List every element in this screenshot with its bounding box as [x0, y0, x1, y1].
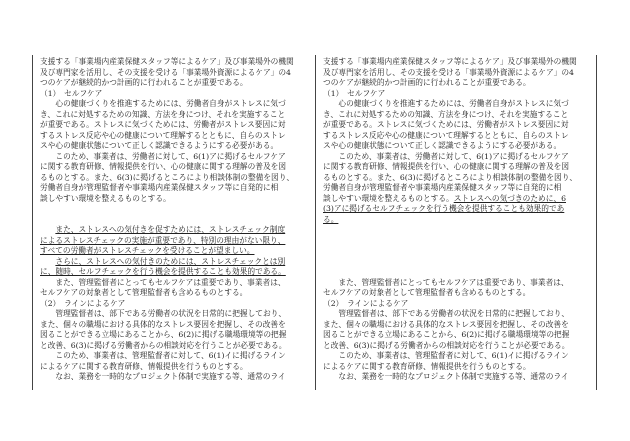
text-line	[40, 246, 312, 257]
text-line	[40, 131, 312, 142]
text-line	[40, 57, 312, 68]
line-text: 図ることができる立場にあることから、6(2)に掲げる職場環境等の把握	[323, 330, 570, 339]
line-text: 支援する「事業場内産業保健スタッフ等によるケア」及び事業場外の機関	[323, 57, 577, 66]
text-line	[40, 351, 312, 362]
line-text: 管理監督者は、部下である労働者の状況を日常的に把握しており、	[40, 309, 287, 318]
revised-text-column	[40, 57, 312, 383]
text-line	[40, 320, 312, 331]
text-line	[40, 215, 312, 226]
line-text: するストレス反応や心の健康について理解するとともに、自らのストレ	[323, 130, 569, 140]
text-line	[40, 278, 312, 289]
line-text: つのケアが継続的かつ計画的に行われることが重要である。	[323, 78, 531, 87]
text-line	[40, 236, 312, 247]
text-line	[40, 257, 312, 268]
text-line	[323, 204, 595, 215]
text-line	[40, 68, 312, 79]
line-text: また、個々の職場における具体的なストレス要因を把握し、その改善を	[40, 319, 286, 329]
line-text: なお、業務を一時的なプロジェクト体制で実施する等、通常のライ	[40, 372, 286, 381]
line-text	[40, 257, 55, 266]
line-text: つのケアが継続的かつ計画的に行われることが重要である。	[40, 78, 248, 87]
text-line	[323, 278, 595, 289]
underlined-amendment-text: さらに、ストレスへの気付きのためには、ストレスチェックとは別	[55, 256, 286, 266]
line-text: が重要である。ストレスに気づくためには、労働者がストレス要因に対	[40, 120, 286, 129]
text-line	[323, 372, 595, 383]
text-line	[40, 162, 312, 173]
text-line	[40, 183, 312, 194]
text-line	[323, 236, 595, 247]
line-text: （1） セルフケア	[323, 88, 386, 98]
text-line	[323, 183, 595, 194]
text-line	[40, 99, 312, 110]
line-text: （1） セルフケア	[40, 88, 103, 98]
text-line	[40, 341, 312, 352]
underlined-amendment-text: ストレスへの気づきのために、6	[453, 193, 566, 203]
line-text: （2） ラインによるケア	[40, 298, 126, 308]
text-line	[40, 267, 312, 278]
line-text: （2） ラインによるケア	[323, 298, 409, 308]
text-line	[40, 194, 312, 205]
line-text: このため、事業者は、労働者に対して、6(1)アに掲げるセルフケア	[40, 151, 286, 161]
text-line	[40, 89, 312, 100]
line-text: このため、事業者は、管理監督者に対して、6(1)イに掲げるライン	[323, 351, 569, 360]
line-text: 及び専門家を活用し、その支援を受ける「事業場外資源によるケア」の4	[323, 67, 574, 77]
underlined-amendment-text: によるストレスチェックの実施が重要であり、特別の理由がない限り、	[40, 235, 286, 245]
line-text: するストレス反応や心の健康について理解するとともに、自らのストレ	[40, 130, 286, 140]
text-line	[323, 309, 595, 320]
text-line	[40, 141, 312, 152]
line-text: なお、業務を一時的なプロジェクト体制で実施する等、通常のライ	[323, 372, 569, 381]
text-line	[40, 288, 312, 299]
line-text: セルフケアの対象者として管理監督者も含めるものとする。	[40, 288, 248, 297]
line-text: 支援する「事業場内産業保健スタッフ等によるケア」及び事業場外の機関	[40, 57, 294, 66]
text-line	[323, 57, 595, 68]
line-text: 労働者自身が管理監督者や事業場内産業保健スタッフ等に自発的に相	[323, 183, 562, 192]
text-line	[40, 330, 312, 341]
line-text: き、これに対処するための知識、方法を身につけ、それを実施すること	[323, 109, 569, 119]
line-text: 心の健康づくりを推進するためには、労働者自身がストレスに気づ	[323, 99, 569, 108]
line-text: るものとする。また、6(3)に掲げるところにより相談体制の整備を図り、	[323, 172, 578, 182]
text-line	[323, 141, 595, 152]
text-line	[323, 225, 595, 236]
text-line	[323, 320, 595, 331]
line-text: 談しやすい環境を整えるものとする。	[323, 193, 454, 203]
text-line	[323, 173, 595, 184]
underlined-amendment-text: すべての労働者がストレスチェックを受けることが望ましい。	[40, 246, 255, 255]
table-border-left	[32, 55, 33, 390]
line-text: 労働者自身が管理監督者や事業場内産業保健スタッフ等に自発的に相	[40, 183, 279, 192]
text-line	[40, 309, 312, 320]
text-line	[323, 288, 595, 299]
table-border-middle	[315, 55, 316, 390]
line-text: と改善、6(3)に掲げる労働者からの相談対応を行うことが必要である。	[40, 340, 287, 350]
underlined-amendment-text: る。	[323, 214, 339, 224]
line-text: スや心の健康状態について正しく認識できるようにする必要がある。	[40, 141, 279, 150]
text-line	[40, 110, 312, 121]
text-line	[323, 110, 595, 121]
line-text: 及び専門家を活用し、その支援を受ける「事業場外資源によるケア」の4	[40, 67, 291, 77]
line-text: 談しやすい環境を整えるものとする。	[40, 193, 171, 203]
text-line	[323, 194, 595, 205]
line-text: 管理監督者は、部下である労働者の状況を日常的に把握しており、	[323, 309, 570, 318]
text-line	[323, 131, 595, 142]
line-text: によるケアに関する教育研修、情報提供を行うものとする。	[323, 361, 531, 371]
table-border-right	[596, 55, 597, 390]
text-line	[323, 89, 595, 100]
line-text: このため、事業者は、管理監督者に対して、6(1)イに掲げるライン	[40, 351, 286, 360]
line-text: に関する教育研修、情報提供を行い、心の健康に関する理解の普及を図	[323, 162, 570, 171]
text-line	[40, 299, 312, 310]
underlined-amendment-text: また、ストレスへの気付きを促すためには、ストレスチェック制度	[55, 225, 286, 234]
text-line	[40, 362, 312, 373]
underlined-amendment-text: (3)アに掲げるセルフチェックを行う機会を提供することも効果的であ	[323, 204, 565, 213]
text-line	[323, 162, 595, 173]
line-text: 図ることができる立場にあることから、6(2)に掲げる職場環境等の把握	[40, 330, 287, 339]
line-text: き、これに対処するための知識、方法を身につけ、それを実施すること	[40, 109, 286, 119]
text-line	[323, 351, 595, 362]
text-line	[323, 362, 595, 373]
text-line	[40, 372, 312, 383]
text-line	[323, 246, 595, 257]
line-text: と改善、6(3)に掲げる労働者からの相談対応を行うことが必要である。	[323, 340, 570, 350]
text-line	[323, 330, 595, 341]
line-text: スや心の健康状態について正しく認識できるようにする必要がある。	[323, 141, 562, 150]
underlined-amendment-text: に、随時、セルフチェックを行う機会を提供することも効果的である。	[40, 267, 286, 276]
text-line	[323, 78, 595, 89]
text-line	[323, 341, 595, 352]
line-text: によるケアに関する教育研修、情報提供を行うものとする。	[40, 361, 248, 371]
text-line	[323, 257, 595, 268]
line-text: セルフケアの対象者として管理監督者も含めるものとする。	[323, 288, 531, 297]
line-text: 心の健康づくりを推進するためには、労働者自身がストレスに気づ	[40, 99, 286, 108]
text-line	[323, 120, 595, 131]
text-line	[323, 267, 595, 278]
text-line	[40, 78, 312, 89]
text-line	[40, 225, 312, 236]
current-text-column	[323, 57, 595, 383]
line-text: が重要である。ストレスに気づくためには、労働者がストレス要因に対	[323, 120, 569, 129]
line-text: に関する教育研修、情報提供を行い、心の健康に関する理解の普及を図	[40, 162, 287, 171]
text-line	[40, 120, 312, 131]
text-line	[323, 99, 595, 110]
text-line	[40, 152, 312, 163]
text-line	[323, 68, 595, 79]
line-text: このため、事業者は、労働者に対して、6(1)アに掲げるセルフケア	[323, 151, 569, 161]
text-line	[40, 204, 312, 215]
line-text: また、管理監督者にとってもセルフケアは重要であり、事業者は、	[323, 277, 569, 287]
text-line	[323, 152, 595, 163]
text-line	[40, 173, 312, 184]
line-text: るものとする。また、6(3)に掲げるところにより相談体制の整備を図り、	[40, 172, 295, 182]
text-line	[323, 299, 595, 310]
line-text: また、管理監督者にとってもセルフケアは重要であり、事業者は、	[40, 277, 286, 287]
line-text: また、個々の職場における具体的なストレス要因を把握し、その改善を	[323, 319, 569, 329]
line-text	[40, 225, 55, 234]
text-line	[323, 215, 595, 226]
